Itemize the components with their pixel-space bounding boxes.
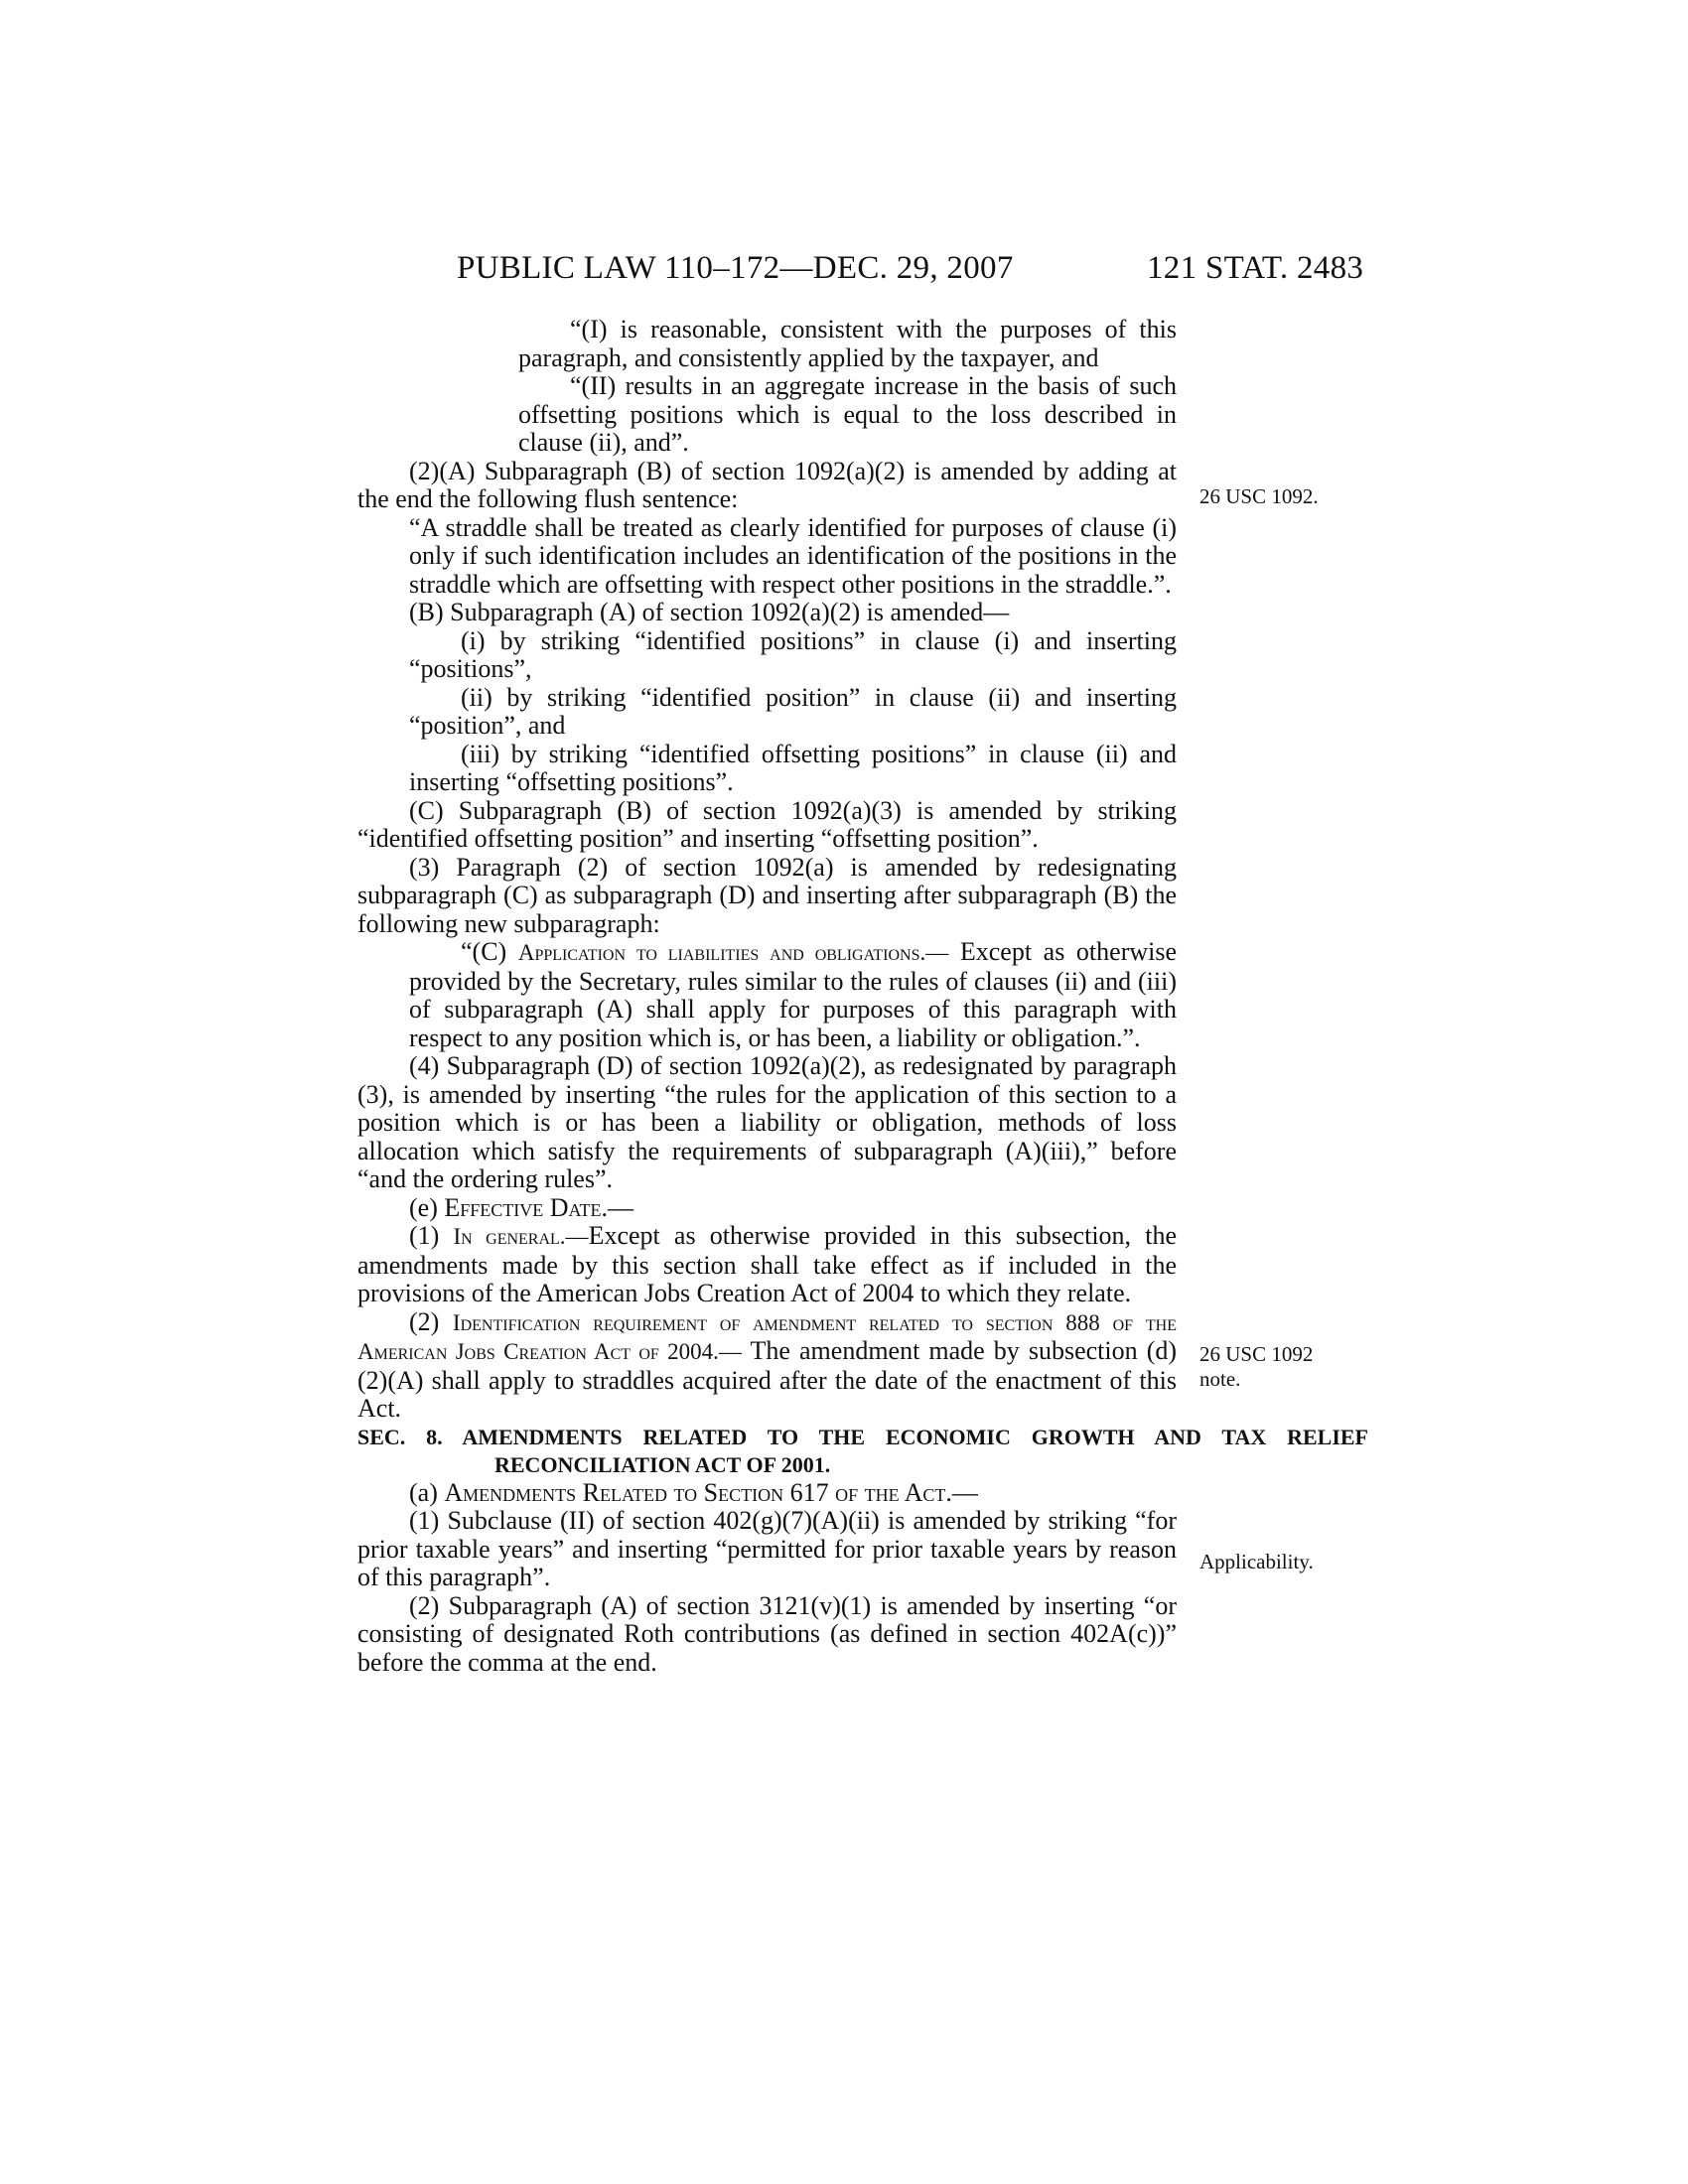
flush-sentence: “A straddle shall be treated as clearly identified for purposes of clause (i) only if such identification includes an identification of the positions in the straddle which are offsetting with respect other positions in the straddle.”. [409,512,1177,599]
paragraph-heading: Identification requirement of amendment related to section 888 of the American Jobs Creation Act of 2004.— [357,1309,1177,1364]
margin-note-applicability: Applicability. [1199,1550,1314,1573]
paragraph-heading: In general.— [453,1224,589,1249]
running-header-title: PUBLIC LAW 110–172—DEC. 29, 2007 [457,250,1014,286]
clause-iii: (iii) by striking “identified offsetting positions” in clause (ii) and inserting “offsetting positions”. [409,739,1177,796]
paragraph-2b: (B) Subparagraph (A) of section 1092(a)(2) is amended— [409,598,1010,626]
clause-ii: (ii) by striking “identified position” in clause (ii) and inserting “position”, and [409,682,1177,740]
subsection-heading: Amendments Related to Section 617 of the Act.— [444,1477,978,1507]
subclause-ii: “(II) results in an aggregate increase in the basis of such offsetting positions which is equal to the loss described in clause (ii), and”. [518,371,1177,457]
paragraph-e1 [357,1222,1177,1308]
subparagraph-heading: Application to liabilities and obligations.— [517,940,949,965]
subsection-heading: Effective Date.— [444,1192,634,1222]
subclause-i: “(I) is reasonable, consistent with the purposes of this paragraph, and consistently applied by the taxpayer, and [518,315,1177,372]
paragraph-lead: (2) [409,1306,453,1336]
paragraph-3: (3) Paragraph (2) of section 1092(a) is amended by redesignating subparagraph (C) as subparagraph (D) and inserting after subparagraph (B) the following new subparagraph: [357,852,1177,938]
running-header-page-number: 121 STAT. 2483 [1147,250,1364,286]
subsection-lead: (e) [409,1192,445,1222]
subparagraph-text: Except as otherwise provided by the Secretary, rules similar to the rules of clauses (ii) and (iii) of subparagraph (A) shall apply for purposes of this paragraph with respect to any position which is, or has been, a liability or obligation.”. [409,937,1178,1052]
paragraph-8a2: (2) Subparagraph (A) of section 3121(v)(1) is amended by inserting “or consisting of designated Roth contributions (as defined in section 402A(c))” before the comma at the end. [357,1590,1177,1677]
margin-note-line: note. [1199,1367,1241,1391]
clause-i: (i) by striking “identified positions” in clause (i) and inserting “positions”, [409,625,1177,683]
paragraph-text: The amendment made by subsection (d)(2)(A) shall apply to straddles acquired after the date of the enactment of this Act. [357,1336,1178,1423]
margin-note-line: 26 USC 1092 [1199,1342,1314,1366]
paragraph-e2 [357,1308,1177,1424]
subsection-e [357,1194,1177,1223]
paragraph-2c: (C) Subparagraph (B) of section 1092(a)(3) is amended by striking “identified offsetting position” and inserting “offsetting position”. [357,795,1177,853]
paragraph-8a1: (1) Subclause (II) of section 402(g)(7)(A)(ii) is amended by striking “for prior taxable years” and inserting “permitted for prior taxable years by reason of this paragraph”. [357,1506,1177,1591]
section-8-heading: SEC. 8. AMENDMENTS RELATED TO THE ECONOMIC GROWTH AND TAX RELIEF RECONCILIATION ACT OF 2001. [357,1424,1368,1477]
paragraph-text: Except as otherwise provided in this subsection, the amendments made by this section shall take effect as if included in the provisions of the American Jobs Creation Act of 2004 to which they relate. [357,1221,1177,1307]
margin-note-26-usc-1092: 26 USC 1092. [1199,484,1319,508]
subsection-8a [357,1479,1177,1508]
paragraph-4: (4) Subparagraph (D) of section 1092(a)(2), as redesignated by paragraph (3), is amended by inserting “the rules for the application of this section to a position which is or has been a liability or obligation, methods of loss allocation which satisfy the requirements of subparagraph (A)(iii),” before “and the ordering rules”. [357,1051,1177,1193]
margin-note-26-usc-1092-note [1199,1342,1313,1392]
paragraph-lead: (1) [409,1221,454,1250]
new-subparagraph-c [357,938,1177,1052]
subparagraph-lead: “(C) [461,937,518,966]
subsection-lead: (a) [409,1477,445,1507]
paragraph-2a: (2)(A) Subparagraph (B) of section 1092(a)(2) is amended by adding at the end the following flush sentence: [357,456,1177,513]
